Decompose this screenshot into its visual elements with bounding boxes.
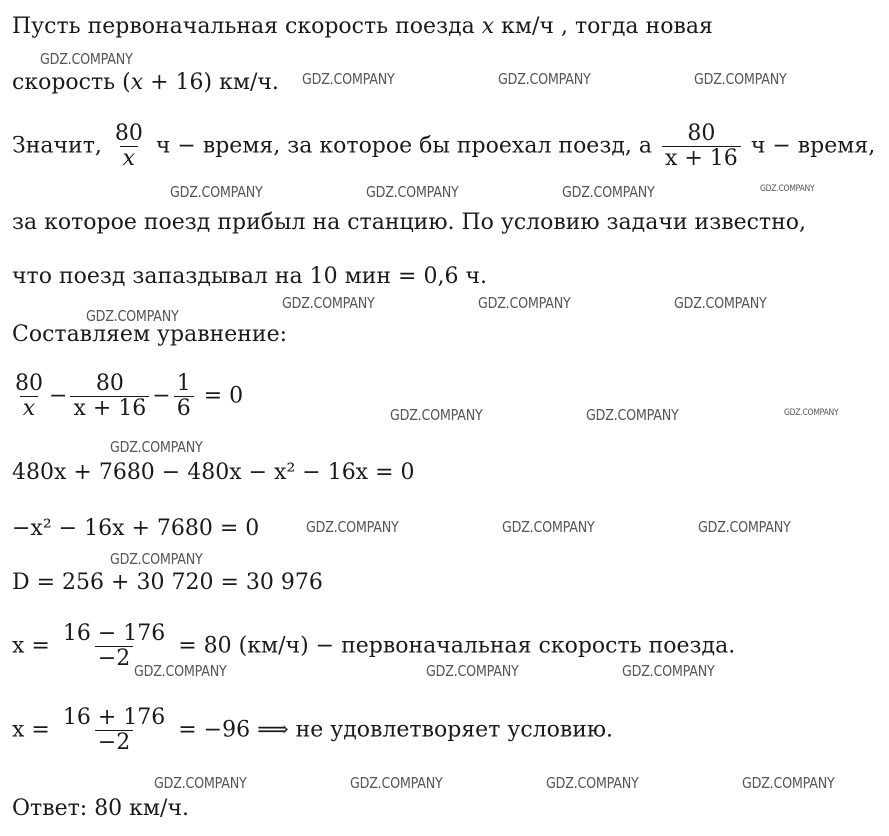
watermark: GDZ.COMPANY [698, 518, 791, 536]
watermark: GDZ.COMPANY [784, 408, 839, 418]
watermark: GDZ.COMPANY [586, 406, 679, 424]
watermark: GDZ.COMPANY [502, 518, 595, 536]
watermark: GDZ.COMPANY [674, 294, 767, 312]
fraction-denominator: −2 [95, 646, 133, 671]
variable-x: x [481, 14, 495, 39]
text-segment: км/ч , тогда новая [494, 14, 713, 39]
watermark: GDZ.COMPANY [134, 662, 227, 680]
watermark: GDZ.COMPANY [86, 307, 179, 325]
text-line-2 [12, 70, 279, 96]
text-segment: ч − время, [750, 133, 876, 159]
fraction-numerator: 80 [687, 121, 716, 146]
watermark: GDZ.COMPANY [282, 294, 375, 312]
watermark: GDZ.COMPANY [760, 184, 815, 194]
watermark: GDZ.COMPANY [154, 774, 247, 792]
text-segment: Значит, [12, 133, 102, 159]
text-segment: = −96 ⟹ не удовлетворяет условию. [178, 717, 614, 743]
text-segment: + 16) км/ч. [143, 70, 279, 95]
equation-6 [12, 706, 613, 755]
fraction-numerator: 80 [15, 371, 43, 396]
watermark: GDZ.COMPANY [40, 50, 133, 68]
watermark: GDZ.COMPANY [110, 550, 203, 568]
fraction-numerator: 80 [95, 371, 124, 396]
fraction [60, 706, 168, 755]
watermark: GDZ.COMPANY [742, 774, 835, 792]
fraction-denominator: −2 [95, 730, 133, 755]
watermark: GDZ.COMPANY [350, 774, 443, 792]
fraction-numerator: 16 − 176 [62, 621, 166, 646]
watermark: GDZ.COMPANY [694, 70, 787, 88]
watermark: GDZ.COMPANY [478, 294, 571, 312]
equation-4: D = 256 + 30 720 = 30 976 [12, 570, 323, 595]
variable-x: x [130, 70, 144, 95]
text-line-5: что поезд запаздывал на 10 мин = 0,6 ч. [12, 264, 487, 289]
fraction [662, 122, 741, 171]
fraction-numerator: 1 [176, 371, 191, 396]
text-segment: x = [12, 633, 50, 659]
watermark: GDZ.COMPANY [498, 70, 591, 88]
watermark: GDZ.COMPANY [546, 774, 639, 792]
text-segment: ч − время, за которое бы проехал поезд, а [155, 133, 652, 159]
equation-1: $\frac{80}{x}$ − $\frac{80}{x + 16}$ − $\frac{1}{6}$ = 0 [12, 372, 243, 421]
fraction-numerator: 80 [114, 121, 143, 146]
fraction-denominator: x [120, 146, 138, 171]
watermark: GDZ.COMPANY [110, 438, 203, 456]
equation-2: 480x + 7680 − 480x − x² − 16x = 0 [12, 460, 415, 485]
fraction-numerator: 16 + 176 [62, 705, 166, 730]
fraction-denominator: x + 16 [70, 396, 149, 421]
text-segment: x = [12, 717, 50, 743]
watermark: GDZ.COMPANY [426, 662, 519, 680]
fraction-denominator: x [20, 396, 38, 421]
text-segment: = 0 [203, 383, 244, 409]
watermark: GDZ.COMPANY [302, 70, 395, 88]
text-line-1 [12, 14, 713, 40]
answer-line: Ответ: 80 км/ч. [12, 796, 189, 821]
watermark: GDZ.COMPANY [306, 518, 399, 536]
text-segment: скорость ( [12, 70, 131, 95]
fraction-denominator: 6 [174, 396, 194, 421]
text-segment: Пусть первоначальная скорость поезда [12, 14, 475, 39]
fraction-denominator: x + 16 [662, 146, 741, 171]
fraction [112, 122, 146, 171]
watermark: GDZ.COMPANY [170, 183, 263, 201]
watermark: GDZ.COMPANY [622, 662, 715, 680]
text-segment: = 80 (км/ч) − первоначальная скорость поезда. [178, 633, 736, 659]
watermark: GDZ.COMPANY [366, 183, 459, 201]
watermark: GDZ.COMPANY [390, 406, 483, 424]
watermark: GDZ.COMPANY [562, 183, 655, 201]
fraction [70, 372, 149, 421]
text-line-3 [12, 122, 875, 171]
fraction [12, 372, 46, 421]
text-line-6: Составляем уравнение: [12, 322, 288, 347]
fraction [174, 372, 194, 421]
equation-3: −x² − 16x + 7680 = 0 [12, 516, 260, 541]
text-line-4: за которое поезд прибыл на станцию. По условию задачи известно, [12, 210, 806, 235]
